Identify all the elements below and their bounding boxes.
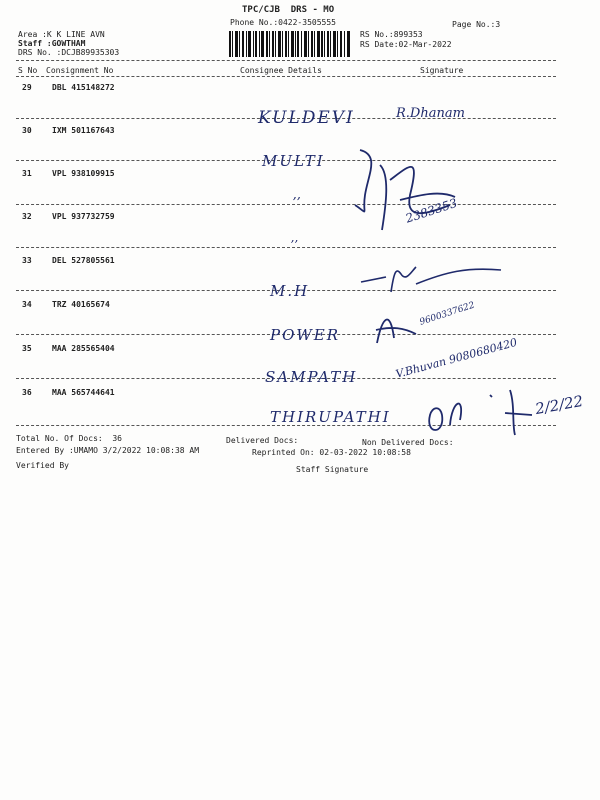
row-29-consignment: DBL 415148272 (52, 83, 115, 92)
phone-number: Phone No.:0422-3505555 (230, 18, 336, 27)
header-divider-bottom (16, 76, 556, 77)
rs-number: RS No.:899353 (360, 30, 423, 39)
signature-text: 2/2/22 (533, 391, 585, 419)
receiver-handwriting: MULTI (262, 152, 325, 170)
row-36-consignment: MAA 565744641 (52, 388, 115, 397)
drs-number: DRS No. :DCJB89935303 (18, 48, 120, 57)
barcode (229, 31, 351, 57)
row-32-consignment: VPL 937732759 (52, 212, 115, 221)
receiver-handwriting: KULDEVI (258, 108, 355, 128)
document-title: TPC/CJB DRS - MO (242, 5, 335, 15)
col-consignment: Consignment No (46, 66, 114, 75)
signature-scribble-mh (356, 262, 506, 302)
page-number: Page No.:3 (452, 20, 501, 29)
receiver-handwriting: ʼʼ (290, 238, 298, 252)
row-32-sno: 32 (22, 212, 32, 221)
row-34-sno: 34 (22, 300, 32, 309)
area-field: Area :K K LINE AVN (18, 30, 105, 39)
col-sno: S No (18, 66, 38, 75)
non-delivered-docs: Non Delivered Docs: (362, 438, 454, 447)
col-signature: Signature (420, 66, 464, 75)
signature-text: 2383353 (403, 195, 460, 226)
signature-scribble-multi (350, 145, 460, 245)
receiver-handwriting: THIRUPATHI (270, 408, 391, 426)
row-30-sno: 30 (22, 126, 32, 135)
signature-text: V.Bhuvan 9080680420 (394, 335, 519, 381)
row-35-consignment: MAA 285565404 (52, 344, 115, 353)
row-35-sno: 35 (22, 344, 32, 353)
row-33-consignment: DEL 527805561 (52, 256, 115, 265)
row-divider (16, 247, 556, 248)
receiver-handwriting: POWER (270, 326, 341, 344)
receiver-handwriting: SAMPATH (265, 368, 358, 386)
signature-scribble-power (372, 308, 422, 348)
row-31-sno: 31 (22, 169, 32, 178)
delivered-docs: Delivered Docs: (226, 436, 299, 445)
row-33-sno: 33 (22, 256, 32, 265)
row-30-consignment: IXM 501167643 (52, 126, 115, 135)
total-docs: Total No. Of Docs: 36 (16, 434, 122, 443)
signature-scribble-thirupathi (420, 385, 535, 445)
verified-by: Verified By (16, 461, 69, 470)
receiver-handwriting: ʼʼ (292, 196, 301, 211)
row-divider (16, 204, 556, 205)
reprinted-on: Reprinted On: 02-03-2022 10:08:58 (252, 448, 411, 457)
signature-text: 9600337622 (418, 300, 477, 328)
receiver-handwriting: M.H (270, 282, 310, 300)
row-29-sno: 29 (22, 83, 32, 92)
header-divider-top (16, 60, 556, 61)
signature-text: R.Dhanam (396, 106, 465, 121)
entered-by: Entered By :UMAMO 3/2/2022 10:08:38 AM (16, 446, 200, 455)
row-31-consignment: VPL 938109915 (52, 169, 115, 178)
staff-signature-label: Staff Signature (296, 465, 369, 474)
col-consignee: Consignee Details (240, 66, 322, 75)
row-34-consignment: TRZ 40165674 (52, 300, 110, 309)
row-36-sno: 36 (22, 388, 32, 397)
staff-field: Staff :GOWTHAM (18, 39, 86, 48)
rs-date: RS Date:02-Mar-2022 (360, 40, 452, 49)
